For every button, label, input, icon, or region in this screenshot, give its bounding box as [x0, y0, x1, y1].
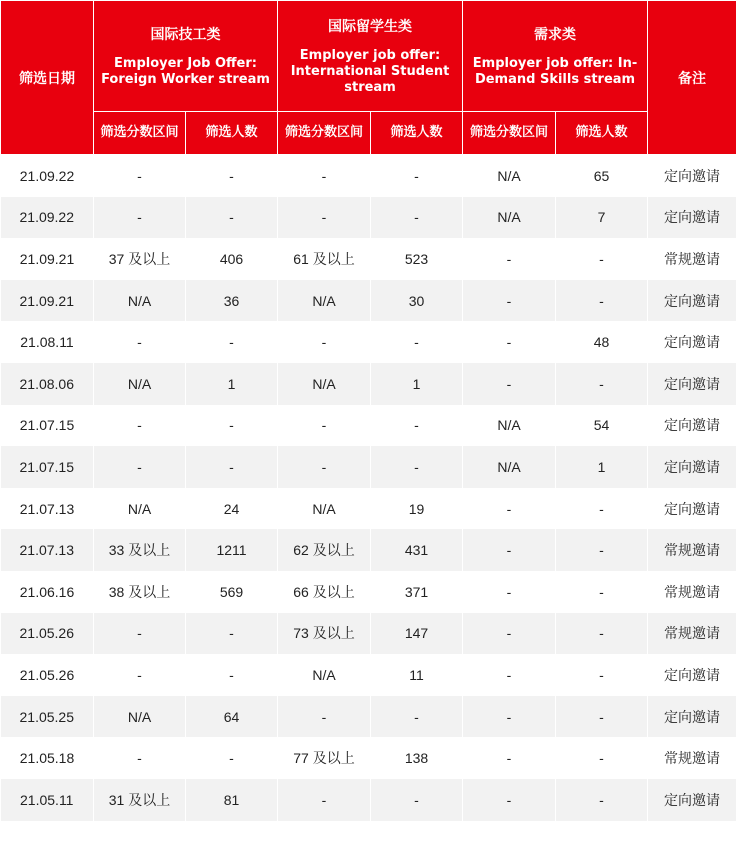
cell-fw-count: - [186, 321, 278, 363]
cell-note: 常规邀请 [648, 529, 736, 571]
table-row [1, 488, 736, 530]
cell-note: 常规邀请 [648, 238, 736, 280]
cell-is-score: - [278, 155, 371, 197]
cell-fw-score: - [94, 613, 186, 655]
subheader-count: 筛选人数 [186, 112, 278, 155]
table-row [1, 405, 736, 447]
cell-is-count: 138 [371, 737, 463, 779]
cell-ids-score: N/A [463, 197, 556, 239]
cell-is-count: 431 [371, 529, 463, 571]
cell-date: 21.08.06 [1, 363, 94, 405]
cell-ids-count: - [556, 654, 648, 696]
table-row [1, 696, 736, 738]
cell-ids-count: - [556, 363, 648, 405]
cell-ids-score: N/A [463, 405, 556, 447]
cell-fw-count: 1 [186, 363, 278, 405]
cell-ids-count: - [556, 529, 648, 571]
cell-fw-score: - [94, 737, 186, 779]
cell-ids-count: - [556, 238, 648, 280]
cell-ids-count: - [556, 488, 648, 530]
cell-ids-count: - [556, 696, 648, 738]
cell-is-score: 73 及以上 [278, 613, 371, 655]
subheader-score: 筛选分数区间 [94, 112, 186, 155]
cell-is-score: N/A [278, 654, 371, 696]
cell-is-count: - [371, 321, 463, 363]
cell-fw-count: - [186, 405, 278, 447]
cell-fw-count: - [186, 654, 278, 696]
cell-ids-count: 54 [556, 405, 648, 447]
cell-date: 21.05.11 [1, 779, 94, 821]
cell-date: 21.07.13 [1, 529, 94, 571]
cell-ids-score: - [463, 696, 556, 738]
subheader-score: 筛选分数区间 [463, 112, 556, 155]
cell-fw-score: - [94, 405, 186, 447]
header-group-foreign-worker [94, 1, 278, 112]
cell-note: 定向邀请 [648, 488, 736, 530]
cell-note: 定向邀请 [648, 654, 736, 696]
table-row [1, 571, 736, 613]
cell-fw-count: - [186, 446, 278, 488]
cell-is-count: 19 [371, 488, 463, 530]
cell-is-score: N/A [278, 280, 371, 322]
group-subtitle: Employer job offer: International Student stream [290, 48, 450, 95]
table-row [1, 613, 736, 655]
cell-ids-count: 65 [556, 155, 648, 197]
table-row [1, 363, 736, 405]
cell-ids-score: - [463, 613, 556, 655]
cell-ids-score: - [463, 238, 556, 280]
cell-fw-score: N/A [94, 280, 186, 322]
cell-ids-count: - [556, 779, 648, 821]
cell-fw-count: 1211 [186, 529, 278, 571]
cell-is-score: N/A [278, 488, 371, 530]
cell-is-count: 147 [371, 613, 463, 655]
cell-ids-count: 7 [556, 197, 648, 239]
cell-is-score: - [278, 197, 371, 239]
cell-date: 21.05.25 [1, 696, 94, 738]
cell-is-score: 66 及以上 [278, 571, 371, 613]
table-row [1, 737, 736, 779]
cell-is-count: - [371, 155, 463, 197]
subheader-score: 筛选分数区间 [278, 112, 371, 155]
cell-is-score: - [278, 446, 371, 488]
cell-fw-score: N/A [94, 363, 186, 405]
cell-fw-score: - [94, 446, 186, 488]
cell-note: 定向邀请 [648, 197, 736, 239]
cell-is-count: 30 [371, 280, 463, 322]
group-subtitle: Employer Job Offer: Foreign Worker stream [101, 56, 270, 87]
cell-is-score: 77 及以上 [278, 737, 371, 779]
cell-fw-count: 36 [186, 280, 278, 322]
cell-date: 21.06.16 [1, 571, 94, 613]
cell-note: 定向邀请 [648, 155, 736, 197]
cell-date: 21.08.11 [1, 321, 94, 363]
table-row [1, 779, 736, 821]
cell-note: 定向邀请 [648, 405, 736, 447]
cell-ids-count: - [556, 571, 648, 613]
cell-is-count: - [371, 446, 463, 488]
cell-note: 定向邀请 [648, 696, 736, 738]
group-name: 需求类 [534, 27, 577, 43]
cell-fw-count: - [186, 197, 278, 239]
cell-date: 21.07.15 [1, 446, 94, 488]
cell-ids-score: - [463, 488, 556, 530]
cell-ids-score: - [463, 779, 556, 821]
cell-ids-score: - [463, 529, 556, 571]
cell-is-score: - [278, 696, 371, 738]
cell-fw-score: N/A [94, 696, 186, 738]
cell-fw-count: 406 [186, 238, 278, 280]
cell-date: 21.09.22 [1, 197, 94, 239]
cell-is-count: - [371, 405, 463, 447]
cell-note: 定向邀请 [648, 280, 736, 322]
subheader-count: 筛选人数 [371, 112, 463, 155]
cell-date: 21.05.26 [1, 654, 94, 696]
group-name: 国际留学生类 [328, 19, 412, 35]
cell-fw-score: 37 及以上 [94, 238, 186, 280]
table-row [1, 321, 736, 363]
cell-is-count: - [371, 779, 463, 821]
table-body [1, 155, 736, 821]
cell-fw-score: - [94, 197, 186, 239]
cell-fw-score: - [94, 155, 186, 197]
cell-fw-score: 31 及以上 [94, 779, 186, 821]
cell-date: 21.09.21 [1, 238, 94, 280]
cell-is-score: - [278, 405, 371, 447]
cell-fw-score: 33 及以上 [94, 529, 186, 571]
cell-ids-score: - [463, 737, 556, 779]
header-group-in-demand [463, 1, 648, 112]
cell-ids-count: - [556, 613, 648, 655]
table-row [1, 238, 736, 280]
header-note: 备注 [648, 1, 736, 155]
cell-note: 常规邀请 [648, 613, 736, 655]
cell-fw-count: 81 [186, 779, 278, 821]
cell-ids-score: N/A [463, 155, 556, 197]
cell-note: 定向邀请 [648, 446, 736, 488]
cell-ids-score: - [463, 654, 556, 696]
cell-is-score: N/A [278, 363, 371, 405]
cell-ids-count: - [556, 737, 648, 779]
cell-ids-count: 48 [556, 321, 648, 363]
cell-note: 定向邀请 [648, 779, 736, 821]
cell-fw-count: 24 [186, 488, 278, 530]
cell-note: 定向邀请 [648, 321, 736, 363]
cell-ids-count: 1 [556, 446, 648, 488]
cell-date: 21.05.18 [1, 737, 94, 779]
cell-date: 21.09.21 [1, 280, 94, 322]
cell-is-count: 371 [371, 571, 463, 613]
cell-is-count: 1 [371, 363, 463, 405]
cell-fw-score: - [94, 321, 186, 363]
cell-is-count: - [371, 696, 463, 738]
cell-date: 21.07.13 [1, 488, 94, 530]
cell-fw-count: - [186, 613, 278, 655]
group-name: 国际技工类 [150, 27, 221, 43]
cell-date: 21.05.26 [1, 613, 94, 655]
cell-ids-score: - [463, 321, 556, 363]
cell-note: 常规邀请 [648, 571, 736, 613]
cell-note: 定向邀请 [648, 363, 736, 405]
table-header [1, 1, 736, 155]
cell-is-count: 11 [371, 654, 463, 696]
cell-note: 常规邀请 [648, 737, 736, 779]
table-row [1, 155, 736, 197]
cell-fw-score: - [94, 654, 186, 696]
cell-ids-score: - [463, 363, 556, 405]
table-row [1, 197, 736, 239]
group-subtitle: Employer job offer: In-Demand Skills stream [472, 56, 638, 87]
cell-is-score: - [278, 779, 371, 821]
cell-fw-score: N/A [94, 488, 186, 530]
header-date: 筛选日期 [1, 1, 94, 155]
cell-is-score: - [278, 321, 371, 363]
cell-ids-score: - [463, 280, 556, 322]
subheader-count: 筛选人数 [556, 112, 648, 155]
cell-fw-count: - [186, 155, 278, 197]
cell-ids-score: N/A [463, 446, 556, 488]
table-row [1, 280, 736, 322]
cell-ids-score: - [463, 571, 556, 613]
cell-date: 21.09.22 [1, 155, 94, 197]
header-group-international-student [278, 1, 463, 112]
table-row [1, 529, 736, 571]
cell-fw-score: 38 及以上 [94, 571, 186, 613]
cell-fw-count: 64 [186, 696, 278, 738]
cell-is-score: 61 及以上 [278, 238, 371, 280]
cell-fw-count: - [186, 737, 278, 779]
cell-fw-count: 569 [186, 571, 278, 613]
cell-ids-count: - [556, 280, 648, 322]
cell-is-count: 523 [371, 238, 463, 280]
cell-date: 21.07.15 [1, 405, 94, 447]
cell-is-score: 62 及以上 [278, 529, 371, 571]
table-row [1, 446, 736, 488]
table-row [1, 654, 736, 696]
cell-is-count: - [371, 197, 463, 239]
